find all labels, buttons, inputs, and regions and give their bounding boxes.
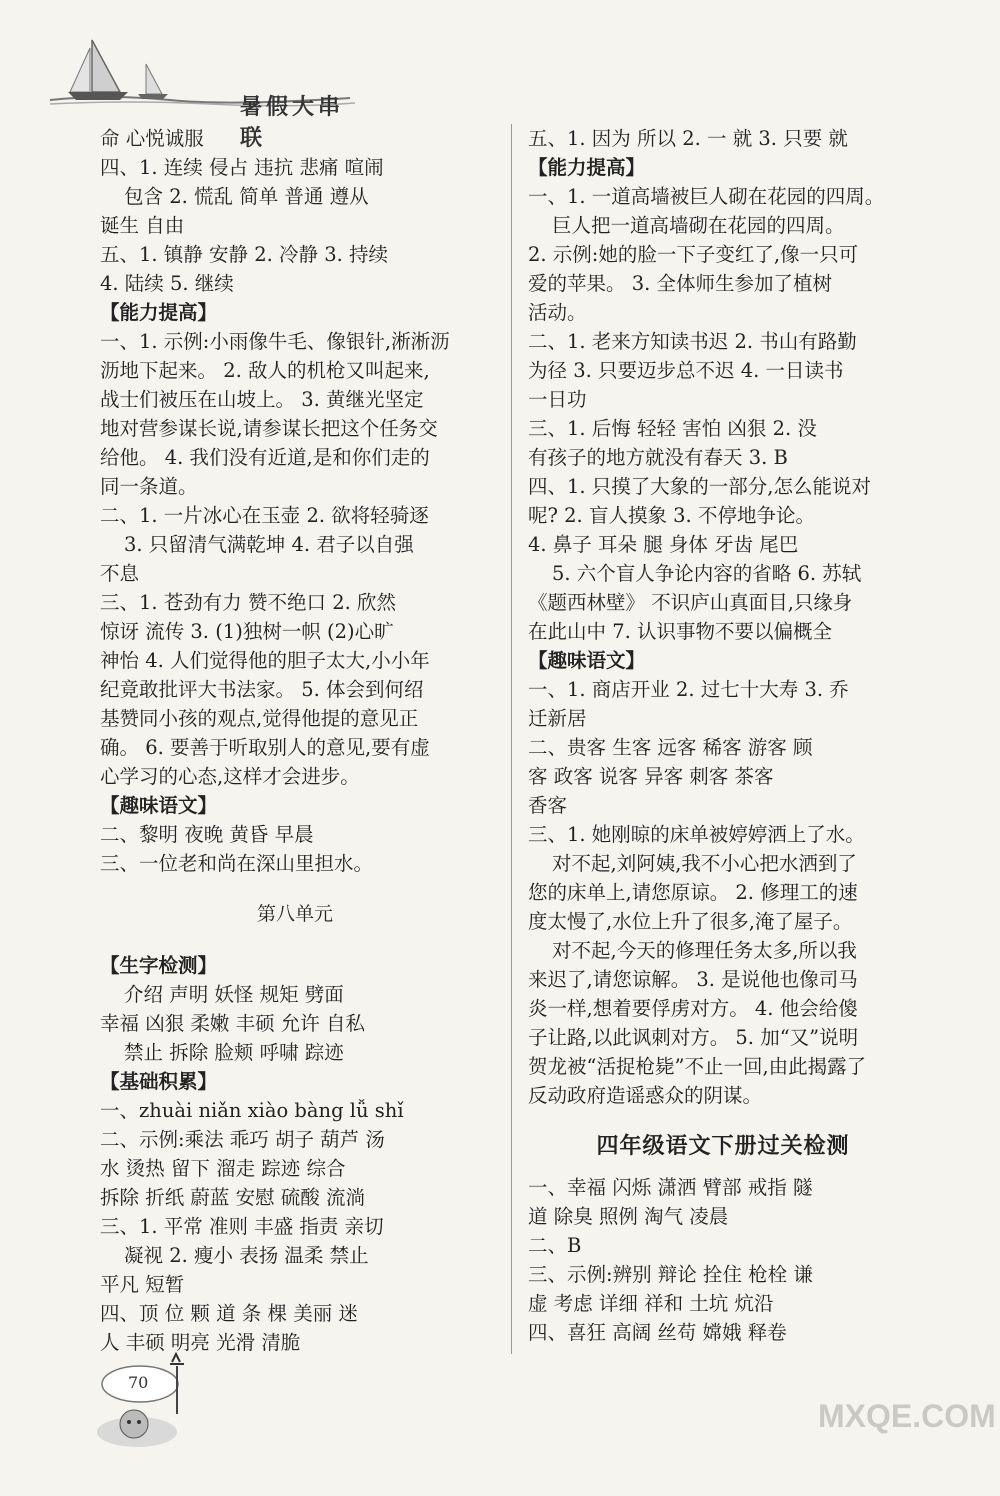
unit-title: 第八单元 [256, 903, 333, 925]
answer-line: 神怡 4. 人们觉得他的胆子太大,小小年 [100, 649, 430, 672]
answer-line: 包含 2. 慌乱 简单 普通 遵从 [124, 185, 369, 208]
answer-line: 来迟了,请您谅解。 3. 是说他也像司马 [528, 968, 858, 991]
answer-line: 一、1. 一道高墙被巨人砌在花园的四周。 [528, 185, 885, 208]
answer-line: 在此山中 7. 认识事物不要以偏概全 [528, 620, 833, 643]
unit-title: 四年级语文下册过关检测 [596, 1133, 850, 1159]
answer-line: 贺龙被“活捉枪毙”不止一回,由此揭露了 [528, 1055, 867, 1078]
answer-line: 反动政府造谣惑众的阴谋。 [528, 1084, 763, 1107]
answer-line: 子让路,以此讽刺对方。 5. 加“又”说明 [528, 1026, 859, 1049]
answer-line: 地对营参谋长说,请参谋长把这个任务交 [100, 417, 438, 440]
answer-line: 五、1. 因为 所以 2. 一 就 3. 只要 就 [528, 127, 848, 150]
answer-line: 战士们被压在山坡上。 3. 黄继光坚定 [100, 388, 424, 411]
answer-line: 命 心悦诚服 [100, 127, 204, 150]
answer-line: 水 烫热 留下 溜走 踪迹 综合 [100, 1157, 346, 1180]
answer-line: 介绍 声明 妖怪 规矩 劈面 [124, 983, 344, 1006]
answer-line: 爱的苹果。 3. 全体师生参加了植树 [528, 272, 833, 295]
answer-line: 对不起,今天的修理任务太多,所以我 [552, 939, 857, 962]
left-column [100, 124, 490, 1357]
answer-line: 三、一位老和尚在深山里担水。 [100, 852, 374, 875]
answer-line: 二、贵客 生客 远客 稀客 游客 顾 [528, 736, 813, 759]
answer-line: 心学习的心态,这样才会进步。 [100, 765, 360, 788]
answer-line: 4. 陆续 5. 继续 [100, 272, 234, 295]
answer-line: 沥地下起来。 2. 敌人的机枪又叫起来, [100, 359, 430, 382]
section-heading: 【趣味语文】 [100, 794, 218, 817]
answer-line: 迁新居 [528, 707, 587, 730]
answer-line: 幸福 凶狠 柔嫩 丰硕 允许 自私 [100, 1012, 365, 1035]
spacer [100, 878, 490, 900]
answer-line: 巨人把一道高墙砌在花园的四周。 [552, 214, 845, 237]
page-header-title: 暑假大串联 [240, 94, 345, 151]
spacer [528, 1161, 918, 1173]
answer-line: 三、1. 后悔 轻轻 害怕 凶狠 2. 没 [528, 417, 817, 440]
answer-line: 三、示例:辨别 辩论 拴住 枪栓 谦 [528, 1263, 813, 1286]
answer-line: 凝视 2. 瘦小 表扬 温柔 禁止 [124, 1244, 369, 1267]
answer-line: 虚 考虑 详细 祥和 土坑 炕沿 [528, 1292, 774, 1315]
answer-line: 为径 3. 只要迈步总不迟 4. 一日读书 [528, 359, 844, 382]
answer-line: 一、幸福 闪烁 潇洒 臂部 戒指 隧 [528, 1176, 813, 1199]
answer-line: 纪竟敢批评大书法家。 5. 体会到何绍 [100, 678, 424, 701]
answer-line: 四、1. 连续 侵占 违抗 悲痛 喧闹 [100, 156, 384, 179]
section-heading: 【生字检测】 [100, 954, 218, 977]
answer-line: 确。 6. 要善于听取别人的意见,要有虚 [100, 736, 430, 759]
answer-line: 不息 [100, 562, 140, 585]
answer-line: 拆除 折纸 蔚蓝 安慰 硫酸 流淌 [100, 1186, 365, 1209]
answer-line: 四、顶 位 颗 道 条 棵 美丽 迷 [100, 1302, 358, 1325]
section-heading: 【趣味语文】 [528, 649, 646, 672]
answer-line: 一、1. 商店开业 2. 过七十大寿 3. 乔 [528, 678, 849, 701]
answer-line: 一、1. 示例:小雨像牛毛、像银针,淅淅沥 [100, 330, 450, 353]
answer-line: 二、黎明 夜晚 黄昏 早晨 [100, 823, 314, 846]
answer-line: 客 政客 说客 异客 刺客 茶客 [528, 765, 774, 788]
answer-line: 同一条道。 [100, 475, 198, 498]
section-heading: 【能力提高】 [528, 156, 646, 179]
answer-line: 一、zhuài niǎn xiào bàng lǚ shǐ [100, 1099, 404, 1122]
answer-line: 香客 [528, 794, 568, 817]
answer-line: 人 丰硕 明亮 光滑 清脆 [100, 1331, 301, 1354]
section-heading: 【基础积累】 [100, 1070, 218, 1093]
cartoon-character-illustration [92, 1352, 202, 1452]
answer-line: 活动。 [528, 301, 587, 324]
answer-line: 平凡 短暂 [100, 1273, 185, 1296]
answer-line: 呢? 2. 盲人摸象 3. 不停地争论。 [528, 504, 815, 527]
right-column [528, 124, 918, 1347]
page-number: 70 [128, 1373, 149, 1392]
answer-line: 二、1. 老来方知读书迟 2. 书山有路勤 [528, 330, 857, 353]
answer-line: 5. 六个盲人争论内容的省略 6. 苏轼 [552, 562, 862, 585]
answer-line: 4. 鼻子 耳朵 腿 身体 牙齿 尾巴 [528, 533, 799, 556]
answer-line: 有孩子的地方就没有春天 3. B [528, 446, 788, 469]
spacer [528, 1110, 918, 1132]
answer-line: 道 除臭 照例 淘气 凌晨 [528, 1205, 729, 1228]
answer-line: 三、1. 她刚晾的床单被婷婷洒上了水。 [528, 823, 865, 846]
answer-line: 3. 只留清气满乾坤 4. 君子以自强 [124, 533, 414, 556]
answer-line: 您的床单上,请您原谅。 2. 修理工的速 [528, 881, 858, 904]
spacer [100, 929, 490, 951]
column-divider [511, 124, 512, 1354]
answer-line: 《题西林壁》 不识庐山真面目,只缘身 [528, 591, 853, 614]
answer-line: 五、1. 镇静 安静 2. 冷静 3. 持续 [100, 243, 389, 266]
answer-line: 二、示例:乘法 乖巧 胡子 葫芦 汤 [100, 1128, 385, 1151]
answer-line: 诞生 自由 [100, 214, 185, 237]
answer-line: 2. 示例:她的脸一下子变红了,像一只可 [528, 243, 859, 266]
section-heading: 【能力提高】 [100, 301, 218, 324]
answer-line: 给他。 4. 我们没有近道,是和你们走的 [100, 446, 430, 469]
answer-line: 二、1. 一片冰心在玉壶 2. 欲将轻骑逐 [100, 504, 429, 527]
answer-line: 惊讶 流传 3. (1)独树一帜 (2)心旷 [100, 620, 394, 643]
answer-line: 三、1. 苍劲有力 赞不绝口 2. 欣然 [100, 591, 397, 614]
answer-line: 基赞同小孩的观点,觉得他提的意见正 [100, 707, 419, 730]
answer-line: 炎一样,想着要俘虏对方。 4. 他会给傻 [528, 997, 858, 1020]
answer-line: 禁止 拆除 脸颊 呼啸 踪迹 [124, 1041, 344, 1064]
answer-line: 四、喜狂 高阔 丝苟 嫦娥 释卷 [528, 1321, 787, 1344]
answer-line: 四、1. 只摸了大象的一部分,怎么能说对 [528, 475, 872, 498]
answer-line: 对不起,刘阿姨,我不小心把水洒到了 [552, 852, 857, 875]
answer-line: 度太慢了,水位上升了很多,淹了屋子。 [528, 910, 853, 933]
answer-line: 一日功 [528, 388, 587, 411]
answer-line: 二、B [528, 1234, 582, 1257]
answer-line: 三、1. 平常 准则 丰盛 指责 亲切 [100, 1215, 384, 1238]
watermark-text: MXQE.COM [818, 1398, 996, 1434]
